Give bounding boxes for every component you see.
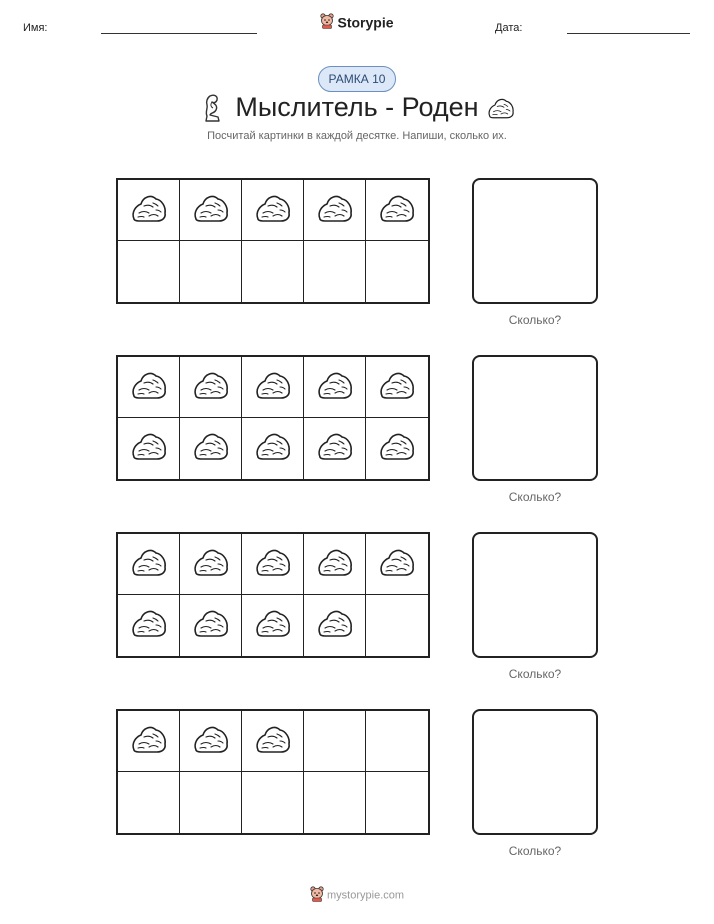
ten-frame-3: [116, 532, 430, 658]
rock-icon: [191, 368, 231, 407]
rock-icon: [253, 368, 293, 407]
rock-icon: [129, 606, 169, 645]
rock-icon: [129, 191, 169, 230]
rock-icon: [129, 722, 169, 761]
rock-icon: [129, 545, 169, 584]
page-title: Мыслитель - Роден: [235, 92, 479, 122]
frame-cell: [304, 241, 366, 302]
rock-icon: [253, 606, 293, 645]
rock-icon: [191, 191, 231, 230]
footer-site: mystorypie.com: [327, 889, 405, 902]
frame-cell: [366, 180, 428, 241]
frame-cell: [304, 534, 366, 595]
frame-cell: [304, 180, 366, 241]
name-field[interactable]: [101, 33, 257, 34]
rock-icon: [191, 606, 231, 645]
rock-icon: [315, 368, 355, 407]
frame-cell: [366, 772, 428, 833]
frame-cell: [304, 711, 366, 772]
frame-cell: [242, 534, 304, 595]
frame-cell: [242, 772, 304, 833]
frame-cell: [366, 711, 428, 772]
frame-cell: [118, 534, 180, 595]
rock-icon: [315, 606, 355, 645]
answer-box-2[interactable]: [472, 355, 598, 481]
frame-cell: [180, 595, 242, 656]
rock-icon: [191, 545, 231, 584]
instructions: Посчитай картинки в каждой десятке. Напиши, сколько их.: [207, 130, 507, 142]
frame-cell: [180, 357, 242, 418]
frame-cell: [304, 418, 366, 479]
rock-icon-title: [486, 95, 516, 126]
rock-icon: [377, 191, 417, 230]
rock-icon: [191, 722, 231, 761]
frame-cell: [366, 595, 428, 656]
frame-cell: [366, 418, 428, 479]
answer-box-1[interactable]: [472, 178, 598, 304]
frame-cell: [366, 534, 428, 595]
frame-cell: [242, 357, 304, 418]
frame-cell: [304, 357, 366, 418]
frame-cell: [180, 241, 242, 302]
frame-cell: [118, 241, 180, 302]
frame-cell: [180, 418, 242, 479]
rock-icon: [129, 368, 169, 407]
frame-cell: [118, 772, 180, 833]
rock-icon: [315, 545, 355, 584]
rock-icon: [253, 545, 293, 584]
frame-cell: [118, 418, 180, 479]
ten-frame-1: [116, 178, 430, 304]
ten-frame-4: [116, 709, 430, 835]
rock-icon: [315, 191, 355, 230]
frame-cell: [242, 418, 304, 479]
frame-cell: [242, 180, 304, 241]
rock-icon: [191, 429, 231, 468]
frame-cell: [118, 595, 180, 656]
frame-cell: [242, 595, 304, 656]
date-field[interactable]: [567, 33, 690, 34]
bear-icon: [320, 13, 334, 32]
ten-frame-2: [116, 355, 430, 481]
frame-cell: [242, 241, 304, 302]
answer-label-2: Сколько?: [508, 490, 562, 504]
bear-icon: [310, 893, 327, 905]
brand-name: Storypie: [337, 14, 394, 31]
rock-icon: [315, 429, 355, 468]
frame-cell: [242, 711, 304, 772]
rock-icon: [253, 722, 293, 761]
rock-icon: [377, 429, 417, 468]
answer-label-3: Сколько?: [508, 667, 562, 681]
footer: [0, 886, 714, 905]
answer-label-1: Сколько?: [508, 313, 562, 327]
rock-icon: [253, 429, 293, 468]
rock-icon: [377, 368, 417, 407]
answer-box-3[interactable]: [472, 532, 598, 658]
frame-cell: [118, 180, 180, 241]
frame-cell: [180, 180, 242, 241]
name-label: Имя:: [23, 22, 48, 34]
frame-cell: [304, 772, 366, 833]
frame-badge: РАМКА 10: [318, 66, 396, 92]
frame-cell: [304, 595, 366, 656]
rock-icon: [253, 191, 293, 230]
frame-cell: [366, 241, 428, 302]
brand-logo: [0, 13, 714, 32]
frame-cell: [118, 711, 180, 772]
answer-box-4[interactable]: [472, 709, 598, 835]
date-label: Дата:: [495, 22, 523, 34]
rock-icon: [377, 545, 417, 584]
answer-label-4: Сколько?: [508, 844, 562, 858]
rock-icon: [129, 429, 169, 468]
frame-cell: [118, 357, 180, 418]
frame-cell: [366, 357, 428, 418]
frame-cell: [180, 534, 242, 595]
frame-cell: [180, 772, 242, 833]
frame-cell: [180, 711, 242, 772]
